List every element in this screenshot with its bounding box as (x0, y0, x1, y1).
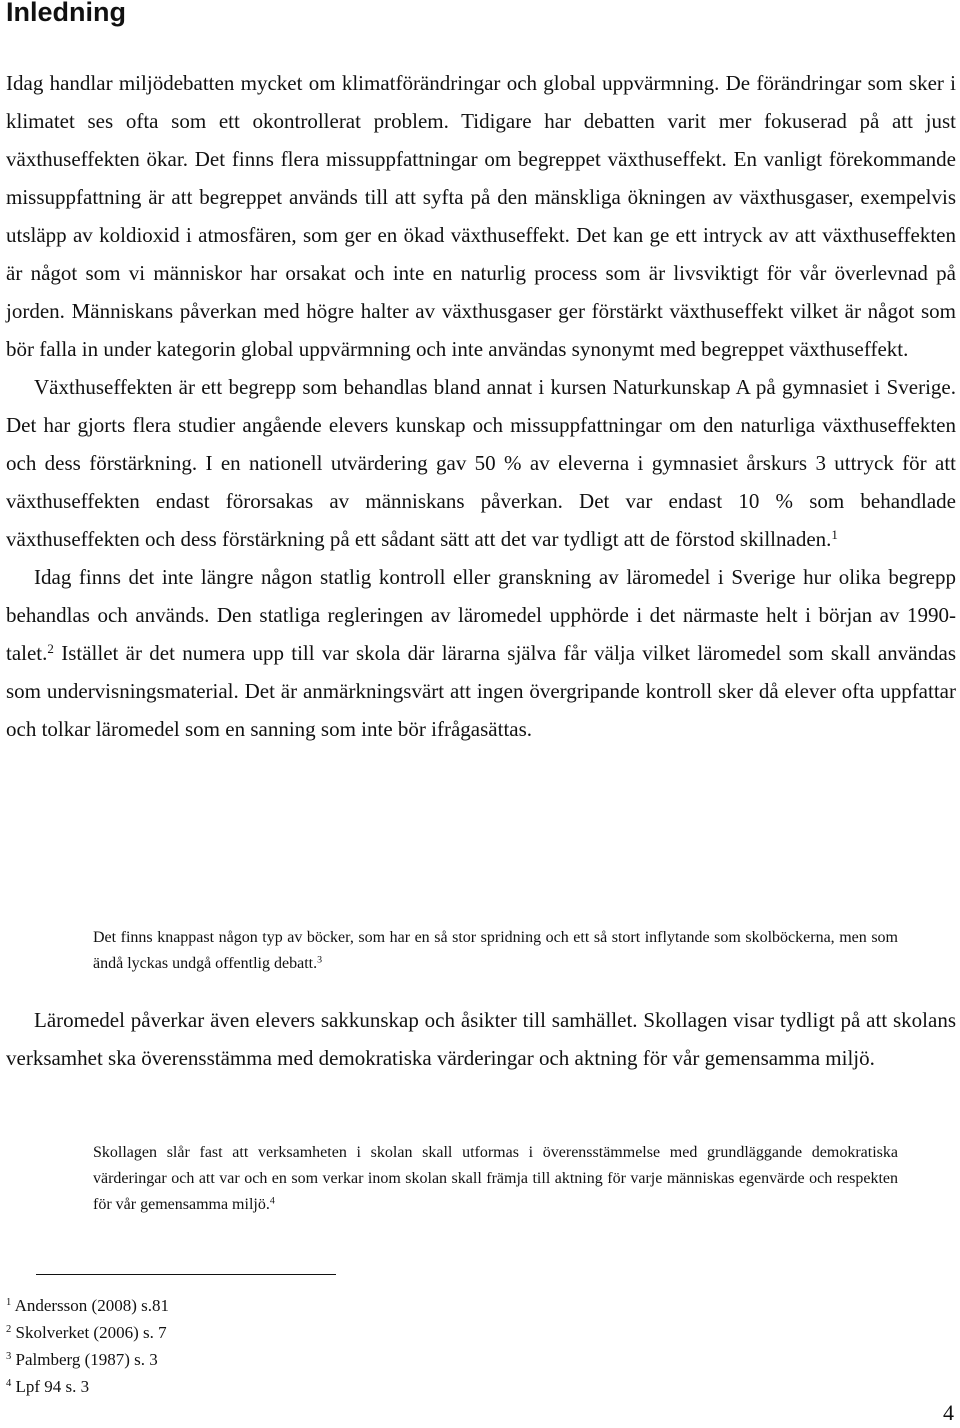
footnote-number: 4 (6, 1378, 12, 1390)
footnote-item (6, 1346, 169, 1373)
paragraph-4-text: Läromedel påverkar även elevers sakkunskap och åsikter till samhället. Skollagen visar tydligt på att skolans verksamhet ska överensstämma med demokratiska värderingar och aktning för vår gemensamma miljö. (6, 1008, 956, 1070)
footnote-item (6, 1292, 169, 1319)
footnote-ref-3: 3 (317, 954, 323, 966)
body-text-block-2 (6, 1001, 956, 1077)
page-number: 4 (943, 1400, 954, 1425)
body-text-block-1 (6, 64, 956, 748)
block-quote-2 (93, 1140, 898, 1218)
section-heading: Inledning (6, 0, 126, 27)
block-quote-1 (93, 925, 898, 977)
footnote-number: 3 (6, 1351, 12, 1363)
footnote-separator (36, 1274, 336, 1275)
footnote-item (6, 1319, 169, 1346)
footnote-ref-1: 1 (831, 526, 838, 542)
footnote-number: 2 (6, 1324, 12, 1336)
paragraph-3 (6, 558, 956, 748)
footnote-ref-4: 4 (269, 1195, 275, 1207)
paragraph-1-text: Idag handlar miljödebatten mycket om klimatförändringar och global uppvärmning. De förändringar som sker i klimatet ses ofta som ett okontrollerat problem. Tidigare har debatten varit mer fokuserad på att just växthuseffekten ökar. Det finns flera missuppfattningar om begreppet växthuseffekt. En vanligt förekommande missuppfattning är att begreppet används till att syfta på den mänskliga ökningen av växthusgaser, exempelvis utsläpp av koldioxid i atmosfären, som ger en ökad växthuseffekt. Det kan ge ett intryck av att växthuseffekten är något som vi människor har orsakat och inte en naturlig process som är livsviktigt för vår överlevnad på jorden. Människans påverkan med högre halter av växthusgaser ger förstärkt växthuseffekt vilket är något som bör falla in under kategorin global uppvärmning och inte användas synonymt med begreppet växthuseffekt. (6, 71, 956, 361)
paragraph-3-text-b: Istället är det numera upp till var skola där lärarna själva får välja vilket läromedel som skall användas som undervisningsmaterial. Det är anmärkningsvärt att ingen övergripande kontroll sker då elever ofta uppfattar och tolkar läromedel som en sanning som inte bör ifrågasättas. (6, 641, 956, 741)
block-quote-2-text: Skollagen slår fast att verksamheten i skolan skall utformas i överensstämmelse med grundläggande demokratiska värderingar och att var och en som verkar inom skolan skall främja till aktning för varje människas egenvärde och respekten för vår gemensamma miljö. (93, 1144, 898, 1213)
footnote-number: 1 (6, 1297, 12, 1309)
paragraph-2-text: Växthuseffekten är ett begrepp som behandlas bland annat i kursen Naturkunskap A på gymnasiet i Sverige. Det har gjorts flera studier angående elevers kunskap och missuppfattningar om den naturliga växthuseffekten och dess förstärkning. I en nationell utvärdering gav 50 % av eleverna i gymnasiet årskurs 3 uttryck för att växthuseffekten endast förorsakas av människans påverkan. Det var endast 10 % som behandlade växthuseffekten och dess förstärkning på ett sådant sätt att det var tydligt att de förstod skillnaden. (6, 375, 956, 551)
paragraph-4 (6, 1001, 956, 1077)
footnote-item (6, 1373, 169, 1400)
block-quote-1-text: Det finns knappast någon typ av böcker, som har en så stor spridning och ett så stort inflytande som skolböckerna, men som ändå lyckas undgå offentlig debatt. (93, 929, 898, 972)
paragraph-3-text-a: Idag finns det inte längre någon statlig kontroll eller granskning av läromedel i Sverige hur olika begrepp behandlas och används. Den statliga regleringen av läromedel upphörde i det närmaste helt i början av 1990-talet. (6, 565, 956, 665)
paragraph-1 (6, 64, 956, 368)
footnote-ref-2: 2 (47, 640, 54, 656)
paragraph-2 (6, 368, 956, 558)
footnote-list (6, 1292, 169, 1400)
footnote-text: Skolverket (2006) s. 7 (11, 1323, 167, 1342)
footnote-text: Andersson (2008) s.81 (11, 1296, 169, 1315)
footnote-text: Lpf 94 s. 3 (11, 1377, 90, 1396)
footnote-text: Palmberg (1987) s. 3 (11, 1350, 158, 1369)
